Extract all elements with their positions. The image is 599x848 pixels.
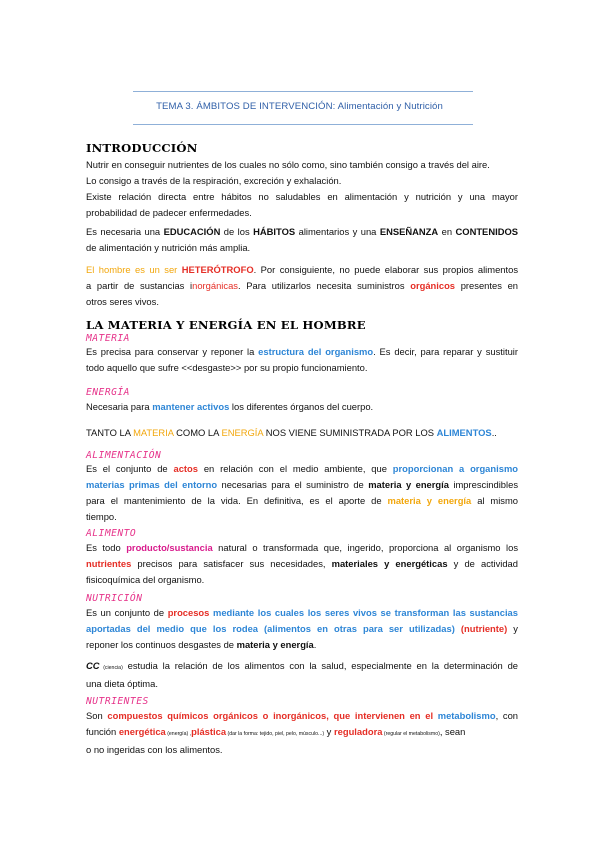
text-line: Es el conjunto de actos en relación con el medio ambiente, que proporcionan a organismo (86, 463, 519, 474)
subheading-energia: ENERGÍA (86, 387, 130, 398)
intro-paragraph-3 (86, 262, 518, 310)
subheading-nutrientes: NUTRIENTES (86, 696, 149, 707)
text-line: Es todo producto/sustancia natural o transformada que, ingerido, proporciona al organismo los (86, 542, 519, 553)
text-line: Son compuestos químicos orgánicos o inorgánicos, que intervienen en el metabolismo, con (86, 710, 518, 721)
nutricion-paragraph (86, 605, 518, 653)
text-line: reponer los continuos desgastes de materia y energía. (86, 639, 317, 650)
alimentacion-paragraph (86, 461, 518, 525)
text-line: Es necesaria una EDUCACIÓN de los HÁBITOS alimentarios y una ENSEÑANZA en CONTENIDOS (86, 226, 519, 237)
text-line: Es precisa para conservar y reponer la estructura del organismo. Es decir, para reparar y sustituir (86, 346, 518, 357)
text-line: otros seres vivos. (86, 296, 159, 307)
intro-paragraph-1 (86, 157, 518, 221)
text-line: a partir de sustancias inorgánicas. Para utilizarlos necesita suministros orgánicos presentes en (86, 280, 518, 291)
text-line: Lo consigo a través de la respiración, excreción y exhalación. (86, 175, 342, 186)
alimento-paragraph (86, 540, 518, 588)
header-rule-top (133, 91, 473, 92)
document-title: TEMA 3. ÁMBITOS DE INTERVENCIÓN: Alimentación y Nutrición (156, 101, 443, 112)
text-line: de alimentación y nutrición más amplia. (86, 242, 251, 253)
cc-paragraph (86, 658, 518, 692)
materia-paragraph (86, 344, 518, 376)
text-line: TANTO LA MATERIA COMO LA ENERGÍA NOS VIENE SUMINISTRADA POR LOS ALIMENTOS.. (86, 427, 497, 438)
nutrientes-paragraph (86, 708, 518, 758)
text-line: materias primas del entorno necesarias para el suministro de materia y energía imprescindibles (86, 479, 519, 490)
text-line: El hombre es un ser HETERÓTROFO. Por consiguiente, no puede elaborar sus propios alimentos (86, 264, 519, 275)
intro-paragraph-2 (86, 224, 518, 256)
subheading-materia: MATERIA (86, 333, 130, 344)
text-line: Nutrir en conseguir nutrientes de los cuales no sólo como, sino también consigo a través del aire. (86, 159, 490, 170)
text-line: una dieta óptima. (86, 678, 158, 689)
text-line: Necesaria para mantener activos los diferentes órganos del cuerpo. (86, 401, 374, 412)
tanto-statement (86, 425, 518, 441)
text-line: fisicoquímica del organismo. (86, 574, 205, 585)
energia-paragraph (86, 399, 518, 415)
text-line: Existe relación directa entre hábitos no saludables en alimentación y nutrición y una mayor (86, 191, 518, 202)
subheading-alimento: ALIMENTO (86, 528, 137, 539)
text-line: CC (ciencia) estudia la relación de los alimentos con la salud, especialmente en la determinación de (86, 660, 519, 671)
subheading-alimentacion: ALIMENTACIÓN (86, 450, 162, 461)
subheading-nutricion: NUTRICIÓN (86, 593, 143, 604)
text-line: nutrientes precisos para satisfacer sus necesidades, materiales y energéticas y de actividad (86, 558, 518, 569)
section-heading-materia-energia: LA MATERIA Y ENERGÍA EN EL HOMBRE (86, 318, 366, 332)
text-line: todo aquello que sufre <<desgaste>> por su propio funcionamiento. (86, 362, 368, 373)
text-line: o no ingeridas con los alimentos. (86, 744, 223, 755)
header-rule-bottom (133, 124, 473, 125)
text-line: para el mantenimiento de la vida. En definitiva, es el aporte de materia y energía al mismo (86, 495, 519, 506)
text-line: Es un conjunto de procesos mediante los cuales los seres vivos se transforman las sustancias (86, 607, 518, 618)
text-line: tiempo. (86, 511, 117, 522)
text-line: probabilidad de padecer enfermedades. (86, 207, 252, 218)
text-line: aportadas del medio que los rodea (alimentos en otras para ser utilizadas) (nutriente) y (86, 623, 518, 634)
text-line: función energética (energía) ,plástica (dar la forma: tejido, piel, pelo, músculo...) y reguladora (regular el metabolismo), sean (86, 726, 466, 737)
intro-heading: INTRODUCCIÓN (86, 141, 198, 155)
